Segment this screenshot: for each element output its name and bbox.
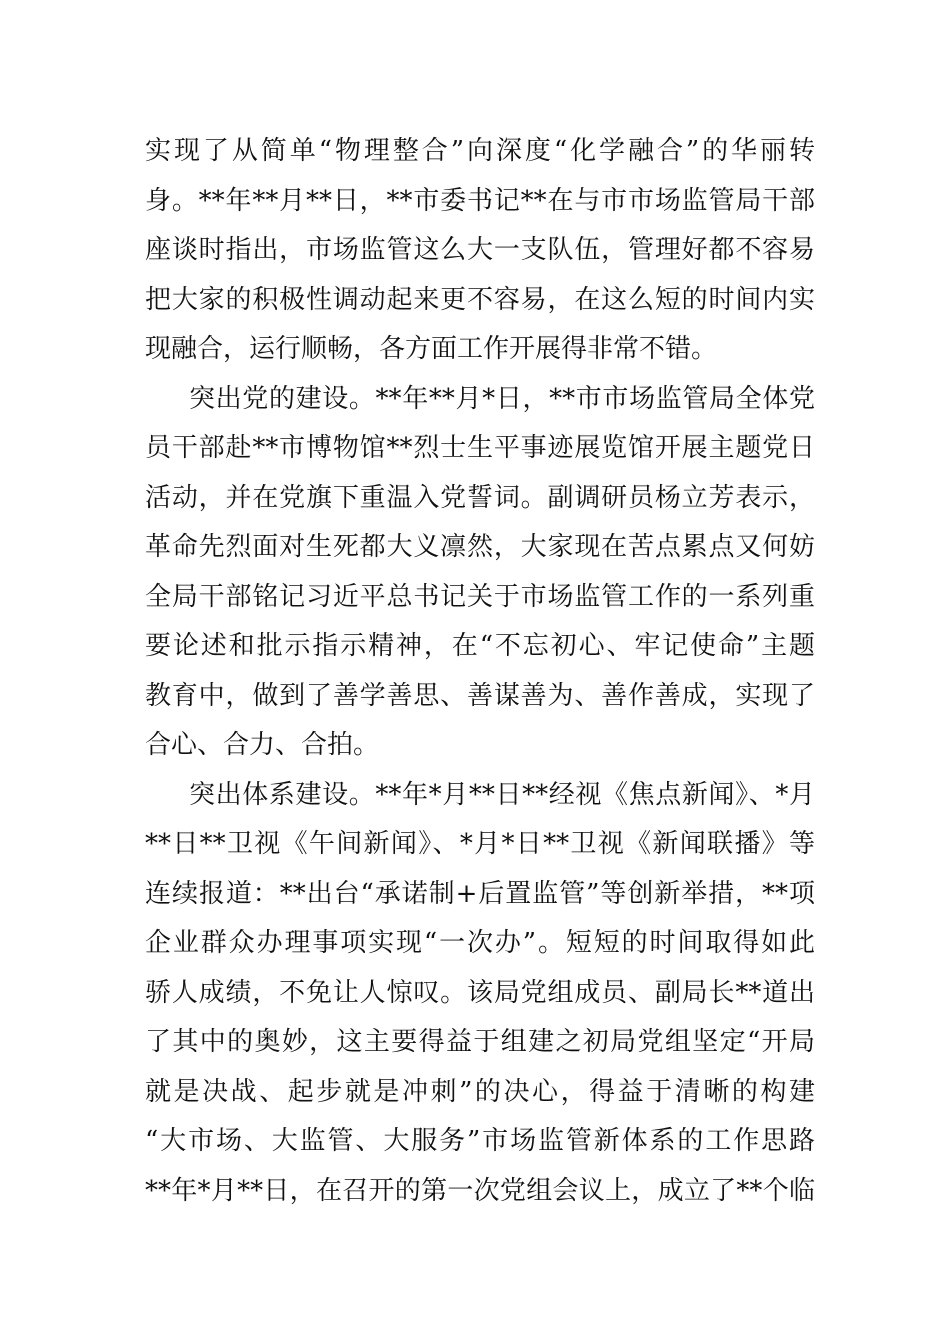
paragraph-2-line-6: 要论述和批示指示精神，在“不忘初心、牢记使命”主题 <box>145 631 815 661</box>
paragraph-2-line-3: 活动，并在党旗下重温入党誓词。副调研员杨立芳表示， <box>145 482 815 513</box>
paragraph-3-line-4: 企业群众办理事项实现“一次办”。短短的时间取得如此 <box>145 928 815 958</box>
paragraph-2-line-2: 员干部赴**市博物馆**烈士生平事迹展览馆开展主题党日 <box>145 433 815 463</box>
paragraph-3-line-8: “大市场、大监管、大服务”市场监管新体系的工作思路 <box>145 1126 815 1156</box>
paragraph-1-line-2: 身。**年**月**日，**市委书记**在与市市场监管局干部 <box>145 185 815 216</box>
paragraph-1-line-5: 现融合，运行顺畅，各方面工作开展得非常不错。 <box>145 334 718 364</box>
paragraph-1-line-1: 实现了从简单“物理整合”向深度“化学融合”的华丽转 <box>145 136 815 166</box>
paragraph-3-line-7: 就是决战、起步就是冲刺”的决心，得益于清晰的构建 <box>145 1076 815 1107</box>
paragraph-3-line-6: 了其中的奥妙，这主要得益于组建之初局党组坚定“开局 <box>145 1027 815 1057</box>
paragraph-2-line-4: 革命先烈面对生死都大义凛然，大家现在苦点累点又何妨 <box>145 532 815 562</box>
paragraph-3-line-1: 突出体系建设。**年*月**日**经视《焦点新闻》、*月 <box>189 779 815 810</box>
paragraph-1-line-4: 把大家的积极性调动起来更不容易，在这么短的时间内实 <box>145 284 815 315</box>
paragraph-2-line-8: 合心、合力、合拍。 <box>145 730 380 760</box>
document-body <box>145 127 815 1216</box>
paragraph-3-line-9: **年*月**日，在召开的第一次党组会议上，成立了**个临 <box>145 1175 815 1206</box>
paragraph-3-line-3: 连续报道：**出台“承诺制+后置监管”等创新举措，**项 <box>145 878 815 909</box>
paragraph-3-line-5: 骄人成绩，不免让人惊叹。该局党组成员、副局长**道出 <box>145 977 815 1008</box>
paragraph-2-line-1: 突出党的建设。**年**月*日，**市市场监管局全体党 <box>189 383 815 414</box>
paragraph-2-line-7: 教育中，做到了善学善思、善谋善为、善作善成，实现了 <box>145 680 815 711</box>
paragraph-3-line-2: **日**卫视《午间新闻》、*月*日**卫视《新闻联播》等 <box>145 829 815 859</box>
paragraph-2-line-5: 全局干部铭记习近平总书记关于市场监管工作的一系列重 <box>145 581 815 612</box>
paragraph-1-line-3: 座谈时指出，市场监管这么大一支队伍，管理好都不容易 <box>145 235 815 265</box>
